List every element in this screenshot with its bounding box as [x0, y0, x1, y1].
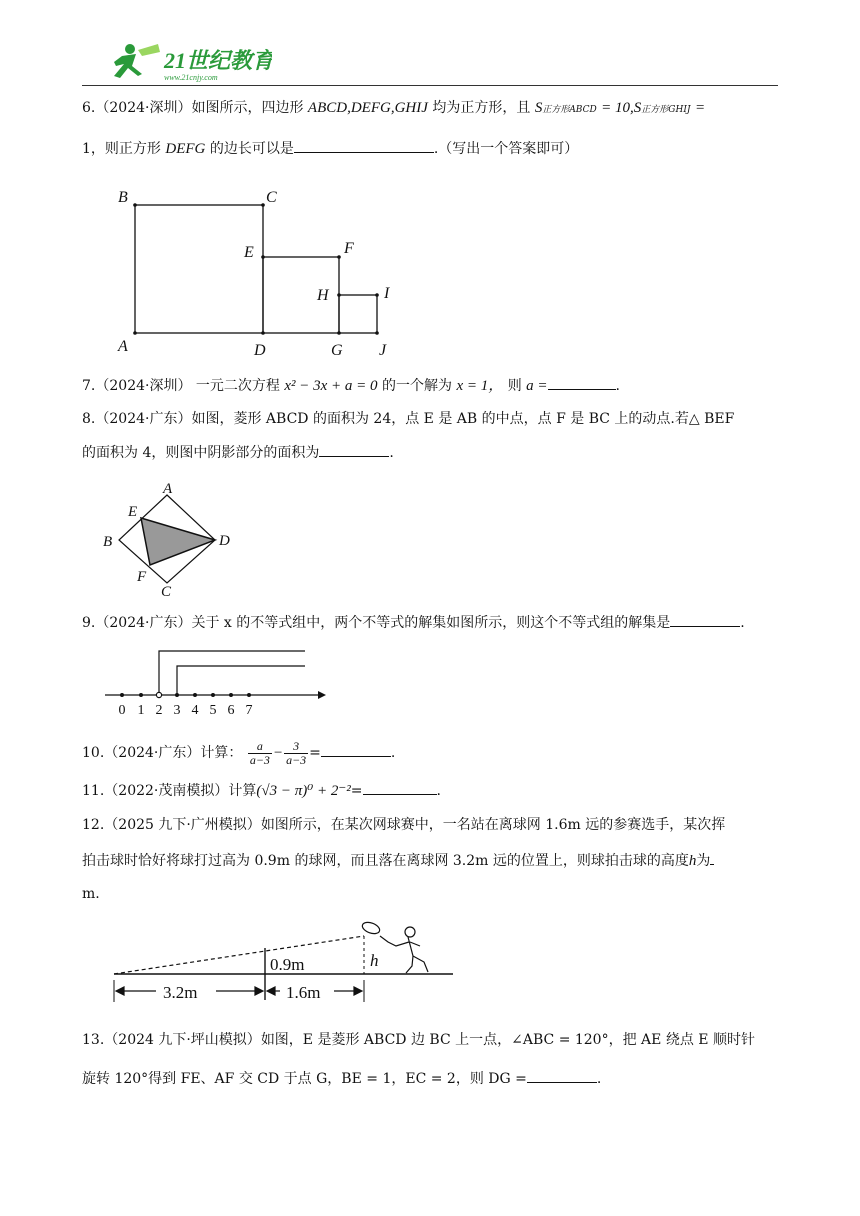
- question-text: 的边长可以是: [209, 141, 294, 157]
- label-h: H: [317, 287, 329, 304]
- label-d: D: [219, 533, 230, 549]
- label-f: F: [344, 240, 354, 257]
- question-text: 如图，E 是菱形 ABCD 边 BC 上一点，∠ABC = 120°，把 AE 绕点 E 顺时针: [260, 1032, 755, 1048]
- tick-label: 5: [209, 703, 217, 718]
- fraction-denominator: a−3: [286, 752, 307, 767]
- question-8: 8.（2024·广东）如图，菱形 ABCD 的面积为 24，点 E 是 AB 的中点，点 F 是 BC 上的动点.若△ BEF: [82, 411, 735, 427]
- label-b: B: [103, 534, 113, 550]
- question-number: 11: [82, 783, 100, 799]
- net-height-label: 0.9m: [270, 955, 305, 974]
- question-text: 为: [696, 853, 711, 869]
- question-text: 关于 x 的不等式组中，两个不等式的解集如图所示，则这个不等式组的解集是: [191, 615, 671, 631]
- question-source: （2024·广东）: [95, 615, 192, 631]
- answer-blank[interactable]: [321, 742, 391, 757]
- area-symbol: S: [633, 100, 642, 116]
- logo: [102, 40, 272, 86]
- question-text: 则: [507, 378, 522, 394]
- tick-label: 0: [118, 703, 126, 718]
- logo-runner-icon: [102, 40, 272, 86]
- question-source: （2024·广东）: [95, 411, 192, 427]
- answer-blank[interactable]: [294, 138, 434, 153]
- question-text: 计算: [228, 783, 257, 799]
- logo-url: www.21cnjy.com: [164, 73, 218, 82]
- label-i: I: [384, 285, 390, 302]
- question-13-line-2: [82, 1068, 601, 1089]
- distance-label-2: 1.6m: [286, 983, 321, 1002]
- math-expr: =: [309, 745, 321, 761]
- math-expr: (√3 − π)⁰ + 2⁻²: [256, 783, 351, 799]
- math-expr: = 10,: [601, 100, 634, 116]
- label-b: B: [118, 189, 128, 206]
- question-number: 9: [82, 615, 91, 631]
- label-e: E: [244, 244, 254, 261]
- label-a: A: [163, 481, 173, 497]
- question-number: 6: [82, 100, 91, 116]
- math-expr: =: [350, 783, 363, 799]
- question-text: .: [740, 615, 745, 631]
- area-subscript: 正方形ABCD: [542, 105, 597, 115]
- question-text: 1，则正方形: [82, 141, 161, 157]
- question-12-line-3: [82, 884, 100, 904]
- label-a: A: [118, 338, 128, 355]
- math-var: h: [688, 853, 697, 869]
- question-6-line-2: [82, 138, 578, 159]
- logo-text: 21世纪教育: [164, 48, 272, 73]
- question-8-line-2: [82, 442, 394, 463]
- q9-number-line: [100, 640, 330, 720]
- player-icon: [380, 927, 428, 973]
- question-number: 8: [82, 411, 91, 427]
- question-text: .: [436, 783, 441, 799]
- q8-rhombus-figure: [95, 478, 245, 598]
- fraction-a: [248, 740, 272, 767]
- question-7: 7.（2024·深圳） 一元二次方程 x² − 3x + a = 0 的一个解为 x = 1， 则 a = .: [82, 375, 620, 396]
- shaded-triangle: [141, 518, 215, 565]
- answer-blank[interactable]: [670, 612, 740, 627]
- question-text: 如图所示，四边形: [191, 100, 304, 116]
- question-text: m.: [82, 886, 100, 902]
- question-source: （2025 九下·广州模拟）: [104, 817, 261, 833]
- question-source: （2024·深圳）: [95, 100, 192, 116]
- question-source: （2024·深圳）: [95, 378, 192, 394]
- question-text: .（写出一个答案即可）: [433, 141, 579, 157]
- tick-label: 1: [137, 703, 145, 718]
- answer-blank[interactable]: [710, 850, 714, 865]
- question-text: .: [390, 745, 396, 761]
- label-d: D: [254, 342, 266, 359]
- question-text: 的一个解为: [382, 378, 453, 394]
- question-text: 旋转 120°得到 FE、AF 交 CD 于点 G，BE = 1，EC = 2，则 DG =: [82, 1071, 527, 1087]
- answer-blank[interactable]: [548, 375, 616, 390]
- math-names: ABCD,DEFG,GHIJ: [307, 100, 428, 116]
- math-expr: a =: [526, 378, 548, 394]
- question-10: 10.（2024·广东）计算： $\frac{a}{a-3}$ − $\frac{3}{a-3}$ = .: [82, 738, 396, 767]
- distance-label-1: 3.2m: [163, 983, 198, 1002]
- math-names: DEFG: [165, 141, 206, 157]
- math-expr: x = 1，: [456, 378, 504, 394]
- question-text: .: [615, 378, 620, 394]
- answer-blank[interactable]: [527, 1068, 597, 1083]
- label-g: G: [331, 342, 343, 359]
- question-text: 均为正方形，且: [432, 100, 531, 116]
- question-11: 11.（2022·茂南模拟）计算(√3 − π)⁰ + 2⁻²= .: [82, 780, 441, 801]
- question-13: 13.（2024 九下·坪山模拟）如图，E 是菱形 ABCD 边 BC 上一点，∠ABC = 120°，把 AE 绕点 E 顺时针: [82, 1032, 755, 1048]
- question-source: （2022·茂南模拟）: [104, 783, 229, 799]
- square-abcd: [135, 205, 263, 333]
- tick-label: 7: [245, 703, 253, 718]
- tick-label: 2: [155, 703, 163, 718]
- question-text: 拍击球时恰好将球打过高为 0.9m 的球网，而且落在离球网 3.2m 远的位置上，则球拍击球的高度: [82, 853, 689, 869]
- area-symbol: S: [534, 100, 543, 116]
- fraction-b: [284, 740, 308, 767]
- math-expr: =: [694, 100, 706, 116]
- label-e: E: [128, 504, 138, 520]
- math-expr: x² − 3x + a = 0: [284, 378, 378, 394]
- tick-label: 6: [227, 703, 235, 718]
- area-subscript: 正方形GHIJ: [641, 105, 691, 115]
- fraction-numerator: 3: [284, 740, 308, 754]
- question-12: 12.（2025 九下·广州模拟）如图所示，在某次网球赛中，一名站在离球网 1.6m 远的参赛选手，某次挥: [82, 817, 726, 833]
- question-number: 12: [82, 817, 100, 833]
- question-number: 13: [82, 1032, 100, 1048]
- fraction-numerator: a: [248, 740, 272, 754]
- question-text: 如图所示，在某次网球赛中，一名站在离球网 1.6m 远的参赛选手，某次挥: [260, 817, 726, 833]
- question-number: 7: [82, 378, 91, 394]
- question-text: 计算：: [200, 745, 243, 761]
- label-c: C: [161, 584, 172, 598]
- question-number: 10: [82, 745, 100, 761]
- header-rule: [82, 85, 778, 86]
- label-j: J: [379, 342, 387, 359]
- question-12-line-2: [82, 850, 714, 871]
- question-9: 9.（2024·广东）关于 x 的不等式组中，两个不等式的解集如图所示，则这个不等式组的解集是 .: [82, 612, 745, 633]
- question-text: 一元二次方程: [195, 378, 280, 394]
- tick-label: 4: [191, 703, 199, 718]
- hit-height-label: h: [370, 951, 379, 970]
- question-text: .: [389, 445, 394, 461]
- question-6: 6.（2024·深圳）如图所示，四边形 ABCD,DEFG,GHIJ 均为正方形，且 S正方形ABCD = 10,S正方形GHIJ =: [82, 100, 706, 116]
- square-ghij: [339, 295, 377, 333]
- question-source: （2024 九下·坪山模拟）: [104, 1032, 261, 1048]
- tick-label: 3: [173, 703, 181, 718]
- q12-tennis-figure: [108, 918, 463, 1006]
- q6-squares-figure: [110, 185, 400, 360]
- answer-blank[interactable]: [319, 442, 389, 457]
- question-text: 如图，菱形 ABCD 的面积为 24，点 E 是 AB 的中点，点 F 是 BC 上的动点.若△ BEF: [191, 411, 735, 427]
- answer-blank[interactable]: [363, 780, 437, 795]
- label-f: F: [137, 569, 147, 585]
- question-text: 的面积为 4，则图中阴影部分的面积为: [82, 445, 320, 461]
- math-expr: −: [272, 745, 284, 761]
- fraction-denominator: a−3: [249, 752, 270, 767]
- question-source: （2024·广东）: [104, 745, 201, 761]
- label-c: C: [266, 189, 277, 206]
- question-text: .: [596, 1071, 602, 1087]
